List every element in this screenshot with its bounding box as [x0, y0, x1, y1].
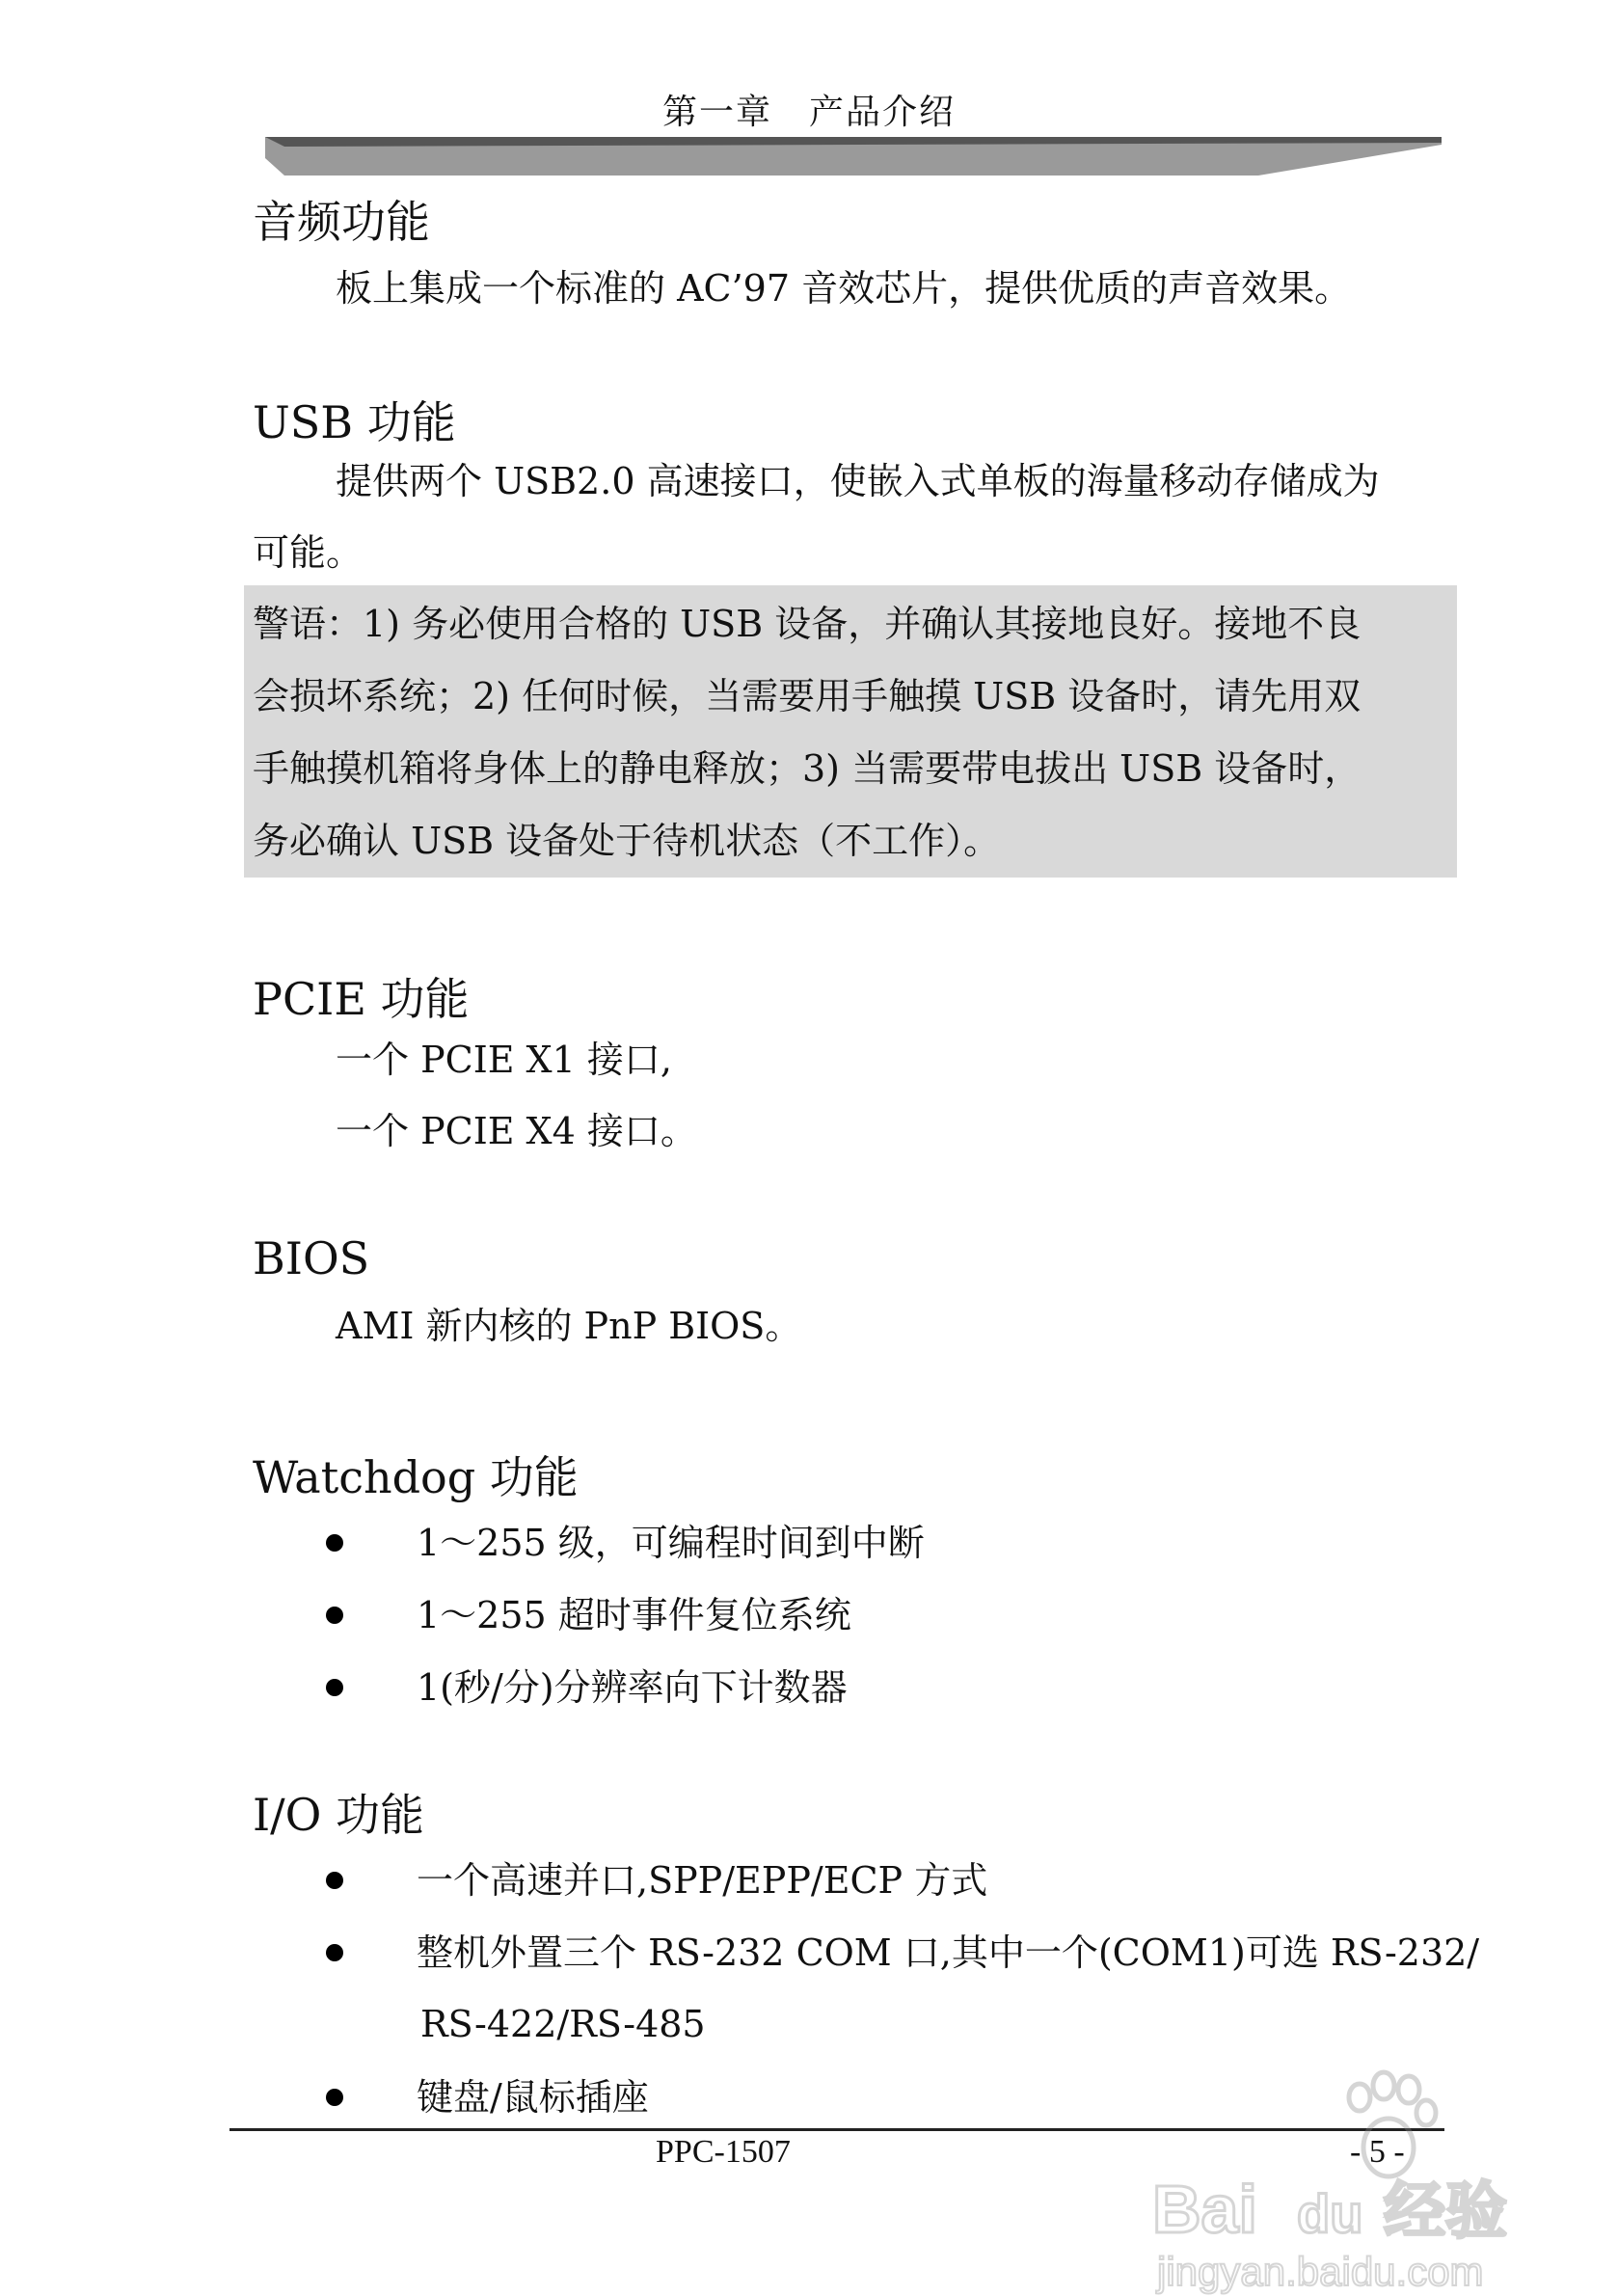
svg-text:Bai: Bai — [1152, 2172, 1257, 2247]
audio-description: 板上集成一个标准的 AC’97 音效芯片，提供优质的声音效果。 — [336, 267, 1352, 310]
usb-section-title: USB 功能 — [253, 396, 456, 448]
usb-warning-line: 务必确认 USB 设备处于待机状态（不工作）。 — [253, 820, 1001, 862]
svg-text:经验: 经验 — [1384, 2176, 1507, 2248]
watchdog-item: 1～255 超时事件复位系统 — [417, 1594, 851, 1636]
svg-text:du: du — [1297, 2183, 1363, 2244]
watchdog-item: 1(秒/分)分辨率向下计数器 — [417, 1666, 848, 1709]
bullet-icon — [326, 2089, 343, 2106]
bullet-icon — [326, 1944, 343, 1961]
io-item: 一个高速并口,SPP/EPP/ECP 方式 — [417, 1859, 988, 1902]
usb-warning-line: 手触摸机箱将身体上的静电释放；3) 当需要带电拔出 USB 设备时， — [253, 747, 1362, 790]
audio-section-title: 音频功能 — [253, 196, 430, 248]
io-item: 键盘/鼠标插座 — [417, 2076, 649, 2119]
usb-warning-line: 警语：1) 务必使用合格的 USB 设备，并确认其接地良好。接地不良 — [253, 603, 1362, 645]
io-section-title: I/O 功能 — [253, 1789, 425, 1841]
io-item-continuation: RS-422/RS-485 — [420, 2003, 706, 2045]
pcie-line-x1: 一个 PCIE X1 接口, — [336, 1039, 672, 1081]
bullet-icon — [326, 1679, 343, 1696]
bullet-icon — [326, 1607, 343, 1624]
footer-model: PPC-1507 — [656, 2134, 791, 2170]
bullet-icon — [326, 1872, 343, 1889]
usb-warning-text — [253, 588, 1452, 878]
bullet-icon — [326, 1534, 343, 1552]
usb-description-line1: 提供两个 USB2.0 高速接口，使嵌入式单板的海量移动存储成为 — [336, 460, 1380, 502]
watchdog-item: 1～255 级，可编程时间到中断 — [417, 1522, 925, 1564]
io-item: 整机外置三个 RS-232 COM 口,其中一个(COM1)可选 RS-232/ — [417, 1931, 1480, 1974]
chapter-title: 第一章 产品介绍 — [661, 93, 956, 132]
usb-description-line2: 可能。 — [253, 531, 364, 574]
pcie-line-x4: 一个 PCIE X4 接口。 — [336, 1110, 697, 1152]
bios-section-title: BIOS — [253, 1232, 370, 1284]
svg-text:jingyan.baidu.com: jingyan.baidu.com — [1157, 2249, 1484, 2294]
usb-warning-line: 会损坏系统；2) 任何时候，当需要用手触摸 USB 设备时，请先用双 — [253, 675, 1362, 717]
header-rule — [265, 137, 1442, 176]
baidu-watermark-logo — [1152, 2059, 1538, 2295]
watchdog-section-title: Watchdog 功能 — [253, 1451, 579, 1503]
footer-page-number: - 5 - — [1350, 2134, 1405, 2170]
bios-description: AMI 新内核的 PnP BIOS。 — [336, 1305, 802, 1347]
pcie-section-title: PCIE 功能 — [253, 973, 470, 1025]
